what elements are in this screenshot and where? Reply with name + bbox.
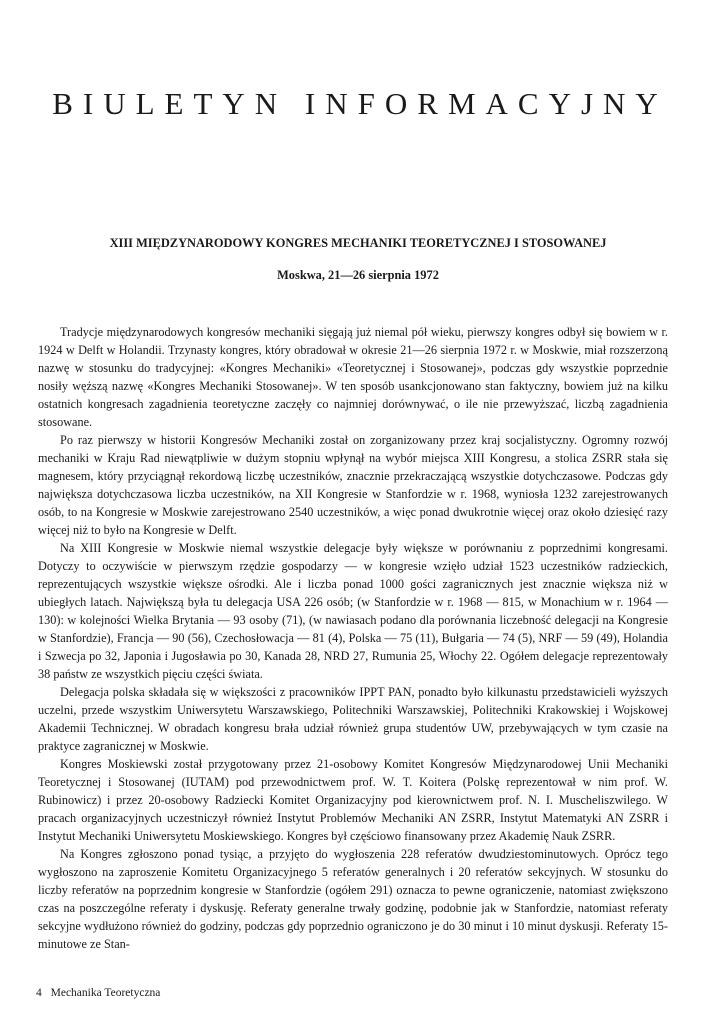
journal-name: Mechanika Teoretyczna bbox=[50, 987, 161, 999]
article-title: XIII MIĘDZYNARODOWY KONGRES MECHANIKI TEORETYCZNEJ I STOSOWANEJ bbox=[109, 236, 607, 250]
article-body bbox=[38, 323, 668, 953]
page-number: 4 bbox=[36, 987, 42, 999]
paragraph: Na Kongres zgłoszono ponad tysiąc, a przyjęto do wygłoszenia 228 referatów dwudziestominutowych. Oprócz tego wygłoszono na zaproszenie Komitetu Organizacyjnego 5 referatów generalnych i 20 referatów sekcyjnych. W stosunku do liczby referatów na poprzednim kongresie w Stanfordzie (ogółem 291) oznacza to pewne ograniczenie, natomiast zwiększono czas na poszczególne referaty i dyskusję. Referaty generalne trwały godzinę, podobnie jak w Stanfordzie, natomiast referaty sekcyjne wydłużono również do godziny, podczas gdy poprzednio ograniczono je do 30 minut i 10 minut dyskusji. Referaty 15-minutowe ze Stan- bbox=[38, 847, 668, 951]
paragraph: Delegacja polska składała się w większości z pracowników IPPT PAN, ponadto było kilkunastu przedstawicieli wyższych uczelni, przede wszystkim Uniwersytetu Warszawskiego, Politechniki Warszawskiej, Politechniki Krakowskiej i Wojskowej Akademii Technicznej. W obradach kongresu brała udział również grupa studentów UW, przebywających w tym czasie na praktyce zagranicznej w Moskwie. bbox=[38, 685, 668, 753]
journal-title: BIULETYN INFORMACYJNY bbox=[52, 86, 668, 121]
paragraph: Na XIII Kongresie w Moskwie niemal wszystkie delegacje były większe w porównaniu z poprzednimi kongresami. Dotyczy to oczywiście w pierwszym rzędzie gospodarzy — w kongresie wzięło udział 1523 uczestników radzieckich, reprezentujących wszystkie większe ośrodki. Ale i liczba ponad 1000 gości zagranicznych jest znacznie większa niż w ubiegłych latach. Największą była tu delegacja USA 226 osób; (w Stanfordzie w r. 1968 — 815, w Monachium w r. 1964 — 130): w kolejności Wielka Brytania — 93 osoby (71), (w nawiasach podano dla porównania liczebność delegacji na Kongresie w Stanfordzie), Francja — 90 (56), Czechosłowacja — 81 (4), Polska — 75 (11), Bułgaria — 74 (5), NRF — 59 (49), Holandia i Szwecja po 32, Japonia i Jugosławia po 30, Kanada 28, NRD 27, Rumunia 25, Włochy 22. Ogółem delegacje reprezentowały 38 państw ze wszystkich pięciu części świata. bbox=[38, 541, 668, 681]
page-footer bbox=[36, 987, 160, 999]
paragraph: Kongres Moskiewski został przygotowany przez 21-osobowy Komitet Kongresów Międzynarodowej Unii Mechaniki Teoretycznej i Stosowanej (IUTAM) pod przewodnictwem prof. W. T. Koitera (Polskę reprezentował w nim prof. W. Rubinowicz) i przez 20-osobowy Radziecki Komitet Organizacyjny pod kierownictwem prof. N. I. Muscheliszwilego. W pracach organizacyjnych uczestniczył również Instytut Problemów Mechaniki AN ZSRR, Instytut Matematyki AN ZSRR i Instytut Mechaniki Uniwersytetu Moskiewskiego. Kongres był częściowo finansowany przez Akademię Nauk ZSRR. bbox=[38, 757, 668, 843]
paragraph: Po raz pierwszy w historii Kongresów Mechaniki został on zorganizowany przez kraj socjalistyczny. Ogromny rozwój mechaniki w Kraju Rad niewątpliwie w dużym stopniu wpłynął na wybór miejsca XIII Kongresu, a stolica ZSRR stała się magnesem, który przyciągnął rekordową liczbę uczestników, znacznie przekraczającą wszystkie dotychczasowe. Podczas gdy największa dotychczasowa liczba uczestników, na XII Kongresie w Stanfordzie w r. 1968, wyniosła 1232 zarejestrowanych osób, to na Kongresie w Moskwie zarejestrowano 2540 uczestników, a więc ponad dwukrotnie więcej oraz około dziesięć razy więcej niż to było na Kongresie w Delft. bbox=[38, 433, 668, 537]
paragraph: Tradycje międzynarodowych kongresów mechaniki sięgają już niemal pół wieku, pierwszy kongres odbył się bowiem w r. 1924 w Delft w Holandii. Trzynasty kongres, który obradował w okresie 21—26 sierpnia 1972 r. w Moskwie, miał rozszerzoną nazwę w stosunku do tradycyjnej: «Kongres Mechaniki» «Teoretycznej i Stosowanej», podczas gdy wszystkie poprzednie nosiły węższą nazwę «Kongres Mechaniki Stosowanej». W ten sposób usankcjonowano stan faktyczny, bowiem już na kilku ostatnich kongresach zagadnienia teoretyczne zaczęły co najmniej dorównywać, o ile nie przewyższać, liczbą zagadnienia stosowane. bbox=[38, 325, 668, 429]
article-subtitle: Moskwa, 21—26 sierpnia 1972 bbox=[277, 268, 439, 282]
